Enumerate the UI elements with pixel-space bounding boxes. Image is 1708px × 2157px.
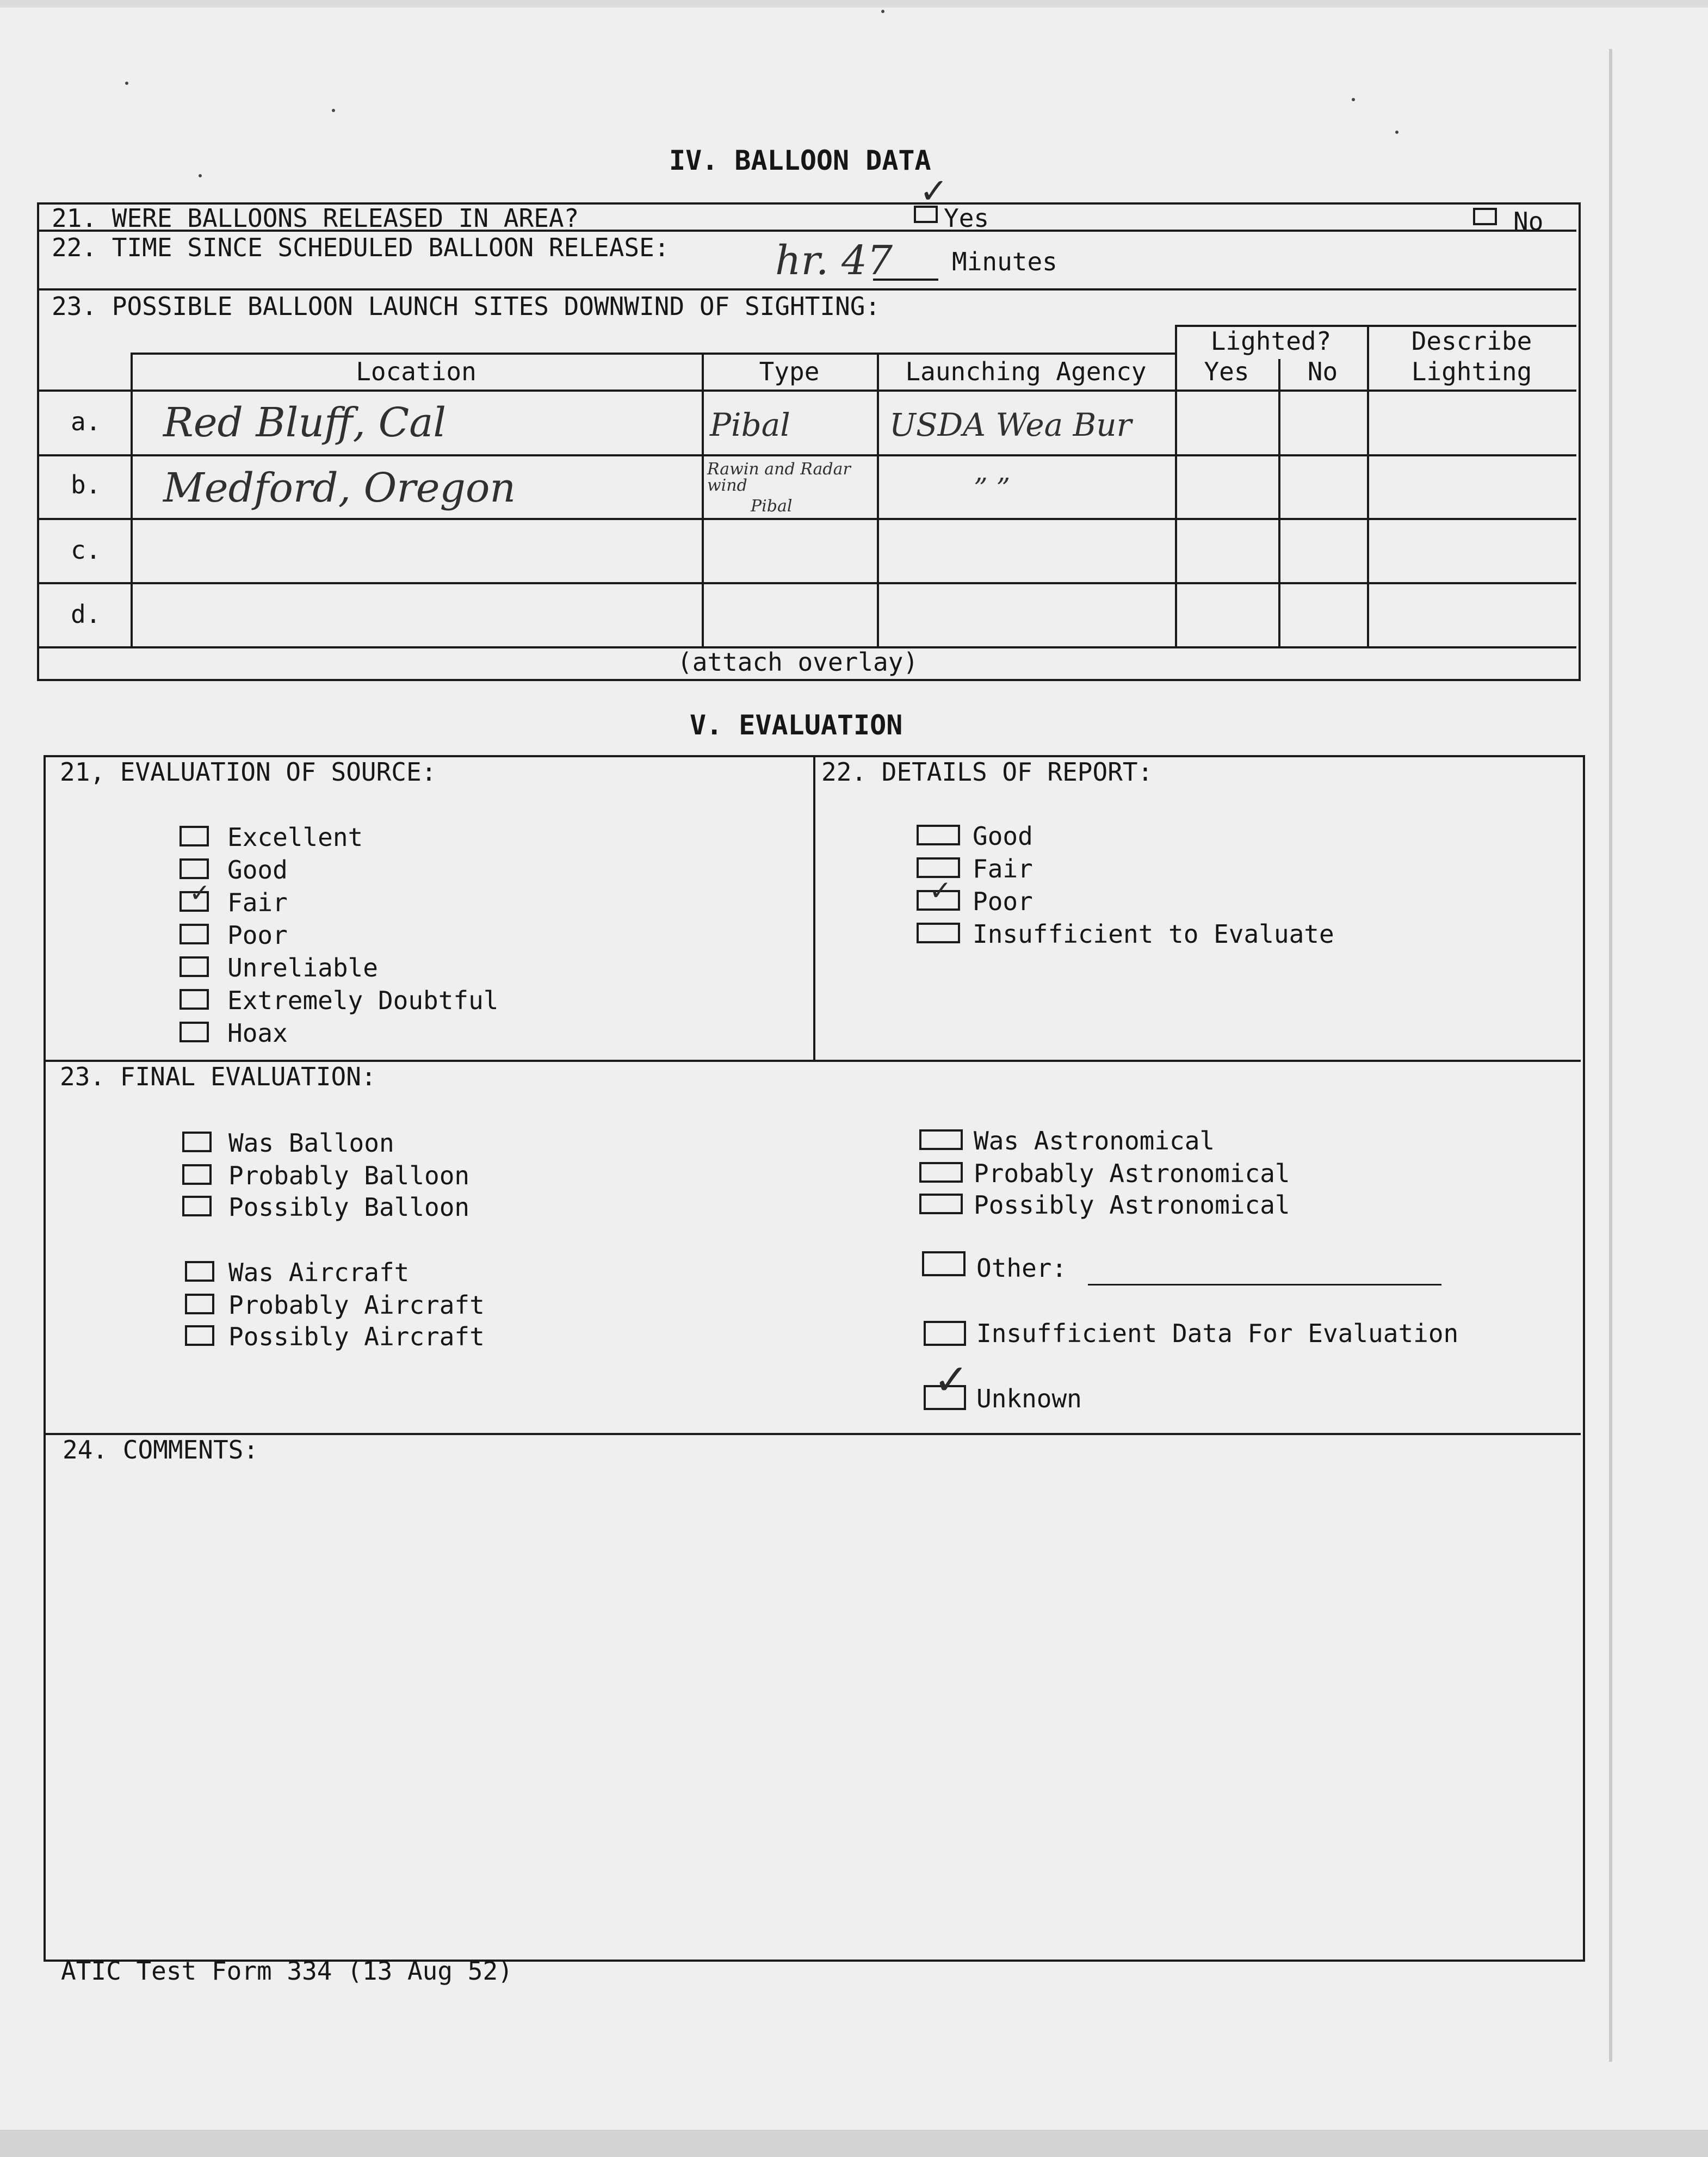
source-good-checkbox[interactable] (180, 858, 209, 879)
source-excellent-checkbox[interactable] (180, 826, 209, 846)
source-excellent-label: Excellent (227, 823, 363, 852)
final-title: 23. FINAL EVALUATION: (60, 1062, 376, 1091)
final-possibly-balloon-label: Possibly Balloon (228, 1192, 470, 1222)
table-header-bottom-line (37, 390, 1576, 392)
final-was-aircraft-checkbox[interactable] (185, 1261, 214, 1282)
page-top-edge (0, 0, 1708, 8)
final-was-astronomical-checkbox[interactable] (919, 1129, 963, 1150)
dust-speck (199, 174, 202, 177)
final-probably-aircraft-label: Probably Aircraft (228, 1290, 485, 1320)
q22-minutes-label: Minutes (952, 247, 1057, 276)
dust-speck (1395, 131, 1398, 134)
col-type-header: Type (759, 357, 820, 386)
row-b-type-note: Rawin and Radar wind (707, 460, 851, 495)
source-hoax-checkbox[interactable] (180, 1022, 209, 1042)
details-poor-label: Poor (973, 887, 1033, 916)
source-good-label: Good (227, 855, 288, 885)
row-d-label: d. (71, 599, 101, 629)
col-lighted-no-header: No (1307, 357, 1338, 386)
final-probably-astronomical-label: Probably Astronomical (974, 1159, 1290, 1188)
checkmark-icon: ✓ (929, 875, 952, 906)
q21-yes-label: Yes (944, 203, 989, 233)
dust-speck (881, 10, 884, 13)
details-good-checkbox[interactable] (917, 825, 960, 845)
col-location-header: Location (356, 357, 476, 386)
final-possibly-astronomical-checkbox[interactable] (919, 1194, 963, 1214)
source-poor-checkbox[interactable] (180, 924, 209, 944)
balloon-section-heading: IV. BALLOON DATA (669, 145, 931, 176)
col-describe-header: Describe (1411, 326, 1532, 356)
details-title: 22. DETAILS OF REPORT: (821, 757, 1153, 787)
col-agency-header: Launching Agency (905, 357, 1147, 386)
evaluation-section-heading: V. EVALUATION (690, 709, 903, 741)
eval-row-divider (44, 1433, 1581, 1435)
source-unreliable-checkbox[interactable] (180, 956, 209, 977)
q22-label: 22. TIME SINCE SCHEDULED BALLOON RELEASE: (52, 233, 670, 262)
details-insufficient-checkbox[interactable] (917, 923, 960, 943)
col-divider (702, 353, 704, 646)
page-bottom-edge (0, 2130, 1708, 2157)
table-header-top-line (131, 353, 1175, 355)
attach-overlay-note: (attach overlay) (677, 647, 919, 677)
q23-label: 23. POSSIBLE BALLOON LAUNCH SITES DOWNWIND OF SIGHTING: (52, 292, 881, 321)
divider (37, 230, 1576, 232)
source-poor-label: Poor (227, 920, 288, 950)
col-lighted-yes-header: Yes (1204, 357, 1249, 386)
col-divider (131, 353, 133, 646)
final-probably-aircraft-checkbox[interactable] (185, 1294, 214, 1314)
table-row-line (37, 582, 1576, 584)
row-b-location: Medford, Oregon (163, 465, 516, 511)
table-row-line (37, 518, 1576, 520)
eval-col-divider (813, 755, 815, 1060)
source-title: 21, EVALUATION OF SOURCE: (60, 757, 437, 787)
final-probably-balloon-label: Probably Balloon (228, 1161, 470, 1190)
row-c-label: c. (71, 535, 101, 565)
details-good-label: Good (973, 821, 1033, 851)
comments-area[interactable] (52, 1474, 1569, 1948)
q21-label: 21. WERE BALLOONS RELEASED IN AREA? (52, 203, 579, 233)
q22-underline (873, 279, 938, 281)
checkmark-icon: ✓ (919, 171, 949, 212)
final-insufficient-label: Insufficient Data For Evaluation (976, 1319, 1459, 1348)
final-was-balloon-label: Was Balloon (228, 1128, 394, 1158)
form-footer-id: ATIC Test Form 334 (13 Aug 52) (61, 1956, 513, 1986)
divider (37, 288, 1576, 291)
row-a-location: Red Bluff, Cal (163, 399, 446, 446)
source-extremely-doubtful-label: Extremely Doubtful (227, 986, 499, 1015)
row-b-agency: ” ” (974, 472, 1011, 504)
final-possibly-balloon-checkbox[interactable] (182, 1196, 212, 1216)
row-a-label: a. (71, 407, 101, 436)
final-other-checkbox[interactable] (922, 1251, 966, 1276)
final-was-astronomical-label: Was Astronomical (974, 1126, 1215, 1155)
col-lighting-header: Lighting (1411, 357, 1532, 386)
source-hoax-label: Hoax (227, 1018, 288, 1048)
table-row-line (37, 454, 1576, 456)
final-other-label: Other: (976, 1253, 1067, 1283)
details-fair-label: Fair (973, 854, 1033, 883)
comments-title: 24. COMMENTS: (63, 1435, 259, 1464)
row-b-label: b. (71, 470, 101, 499)
final-possibly-aircraft-checkbox[interactable] (185, 1325, 214, 1346)
dust-speck (1352, 98, 1355, 101)
final-insufficient-checkbox[interactable] (924, 1321, 966, 1346)
final-other-input-line[interactable] (1088, 1284, 1441, 1285)
row-a-agency: USDA Wea Bur (889, 406, 1132, 443)
final-probably-astronomical-checkbox[interactable] (919, 1162, 963, 1183)
row-a-type: Pibal (710, 406, 790, 443)
final-possibly-astronomical-label: Possibly Astronomical (974, 1190, 1290, 1220)
checkmark-icon: ✓ (933, 1356, 969, 1405)
page-right-edge (1609, 49, 1612, 2062)
col-lighted-header: Lighted? (1210, 326, 1332, 356)
q22-handwritten-value: hr. 47 (775, 237, 893, 284)
row-b-type: Pibal (751, 497, 793, 516)
source-fair-label: Fair (227, 888, 288, 917)
q21-no-label: No (1513, 207, 1544, 236)
source-unreliable-label: Unreliable (227, 953, 378, 982)
final-was-balloon-checkbox[interactable] (182, 1132, 212, 1152)
dust-speck (125, 82, 128, 85)
final-was-aircraft-label: Was Aircraft (228, 1258, 410, 1287)
q21-no-checkbox[interactable] (1473, 208, 1497, 225)
details-insufficient-label: Insufficient to Evaluate (973, 919, 1334, 949)
checkmark-icon: ✓ (189, 878, 211, 907)
final-possibly-aircraft-label: Possibly Aircraft (228, 1322, 485, 1351)
col-divider (1278, 359, 1280, 646)
final-unknown-label: Unknown (976, 1384, 1082, 1413)
final-probably-balloon-checkbox[interactable] (182, 1164, 212, 1185)
source-extremely-doubtful-checkbox[interactable] (180, 989, 209, 1010)
dust-speck (332, 109, 335, 112)
col-divider (877, 353, 879, 646)
